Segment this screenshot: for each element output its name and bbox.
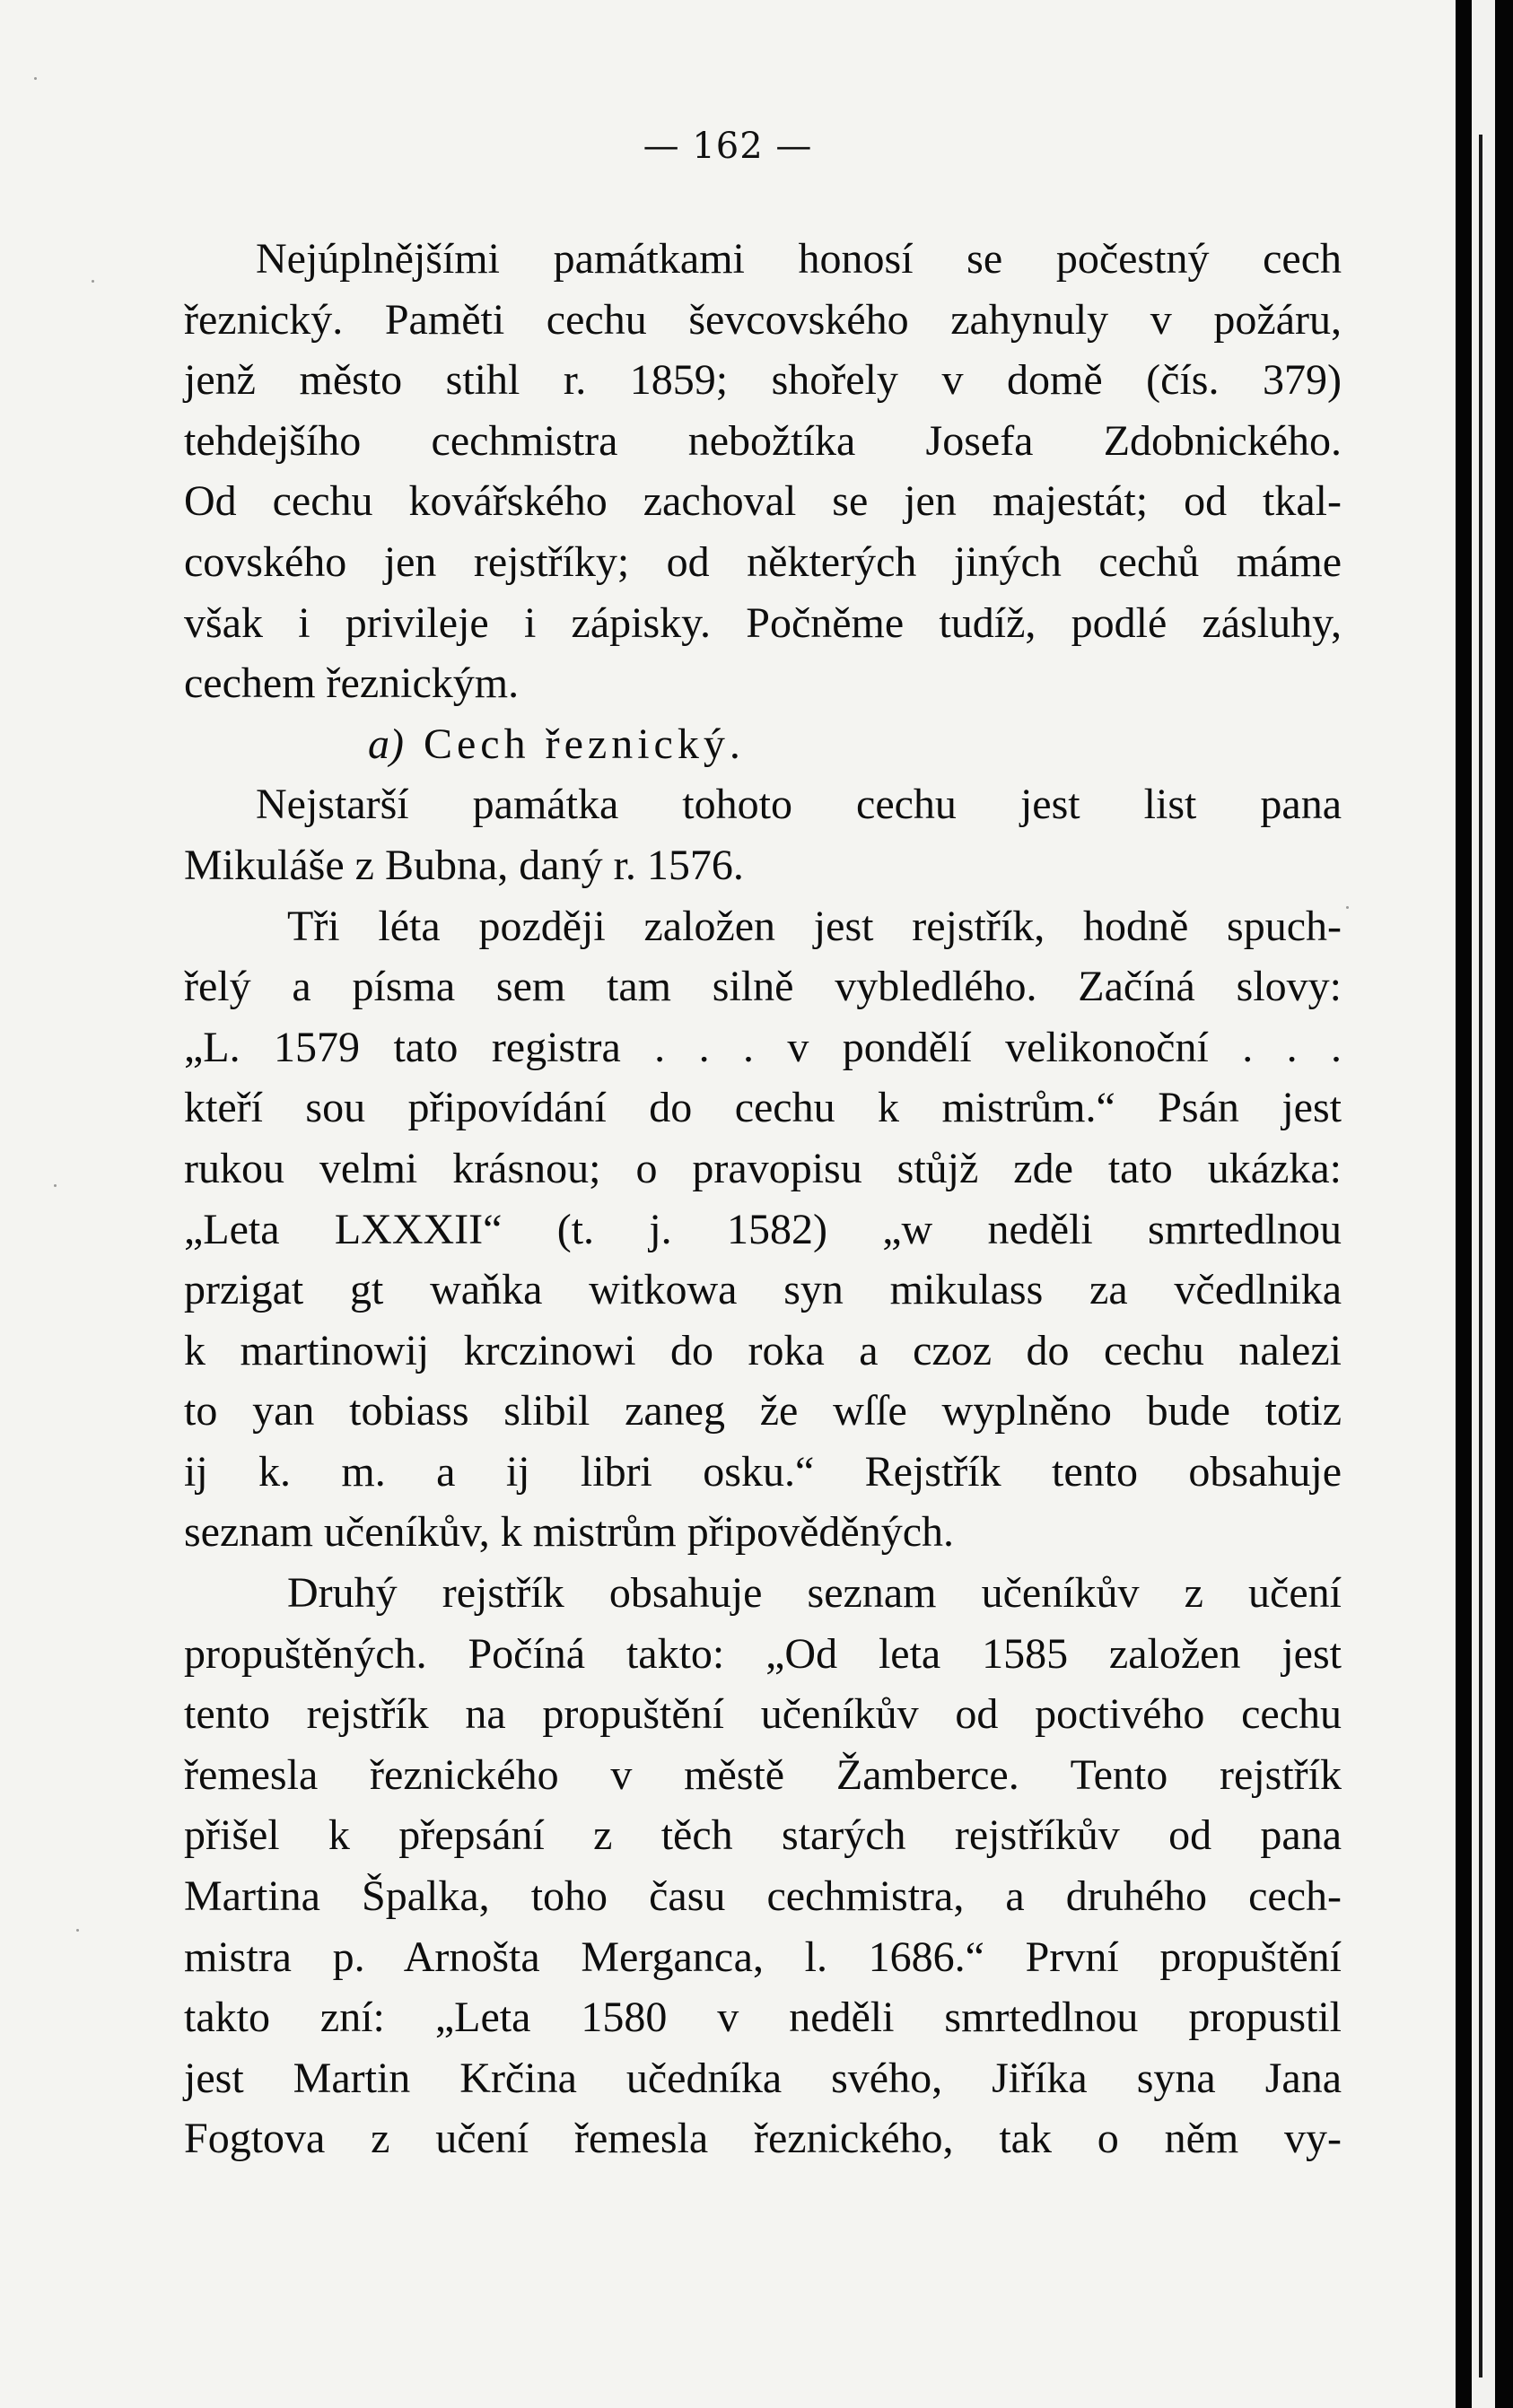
- text-line: mistra p. Arnošta Merganса, l. 1686.“ První propuštění: [184, 1933, 1342, 1981]
- paper-speck: [92, 280, 94, 283]
- text-line: Mikuláše z Bubna, daný r. 1576.: [184, 841, 744, 889]
- text-line: „L. 1579 tato registra . . . v pondělí velikonoční . . .: [184, 1023, 1342, 1071]
- text-line: covského jen rejstříky; od některých jiných cechů máme: [184, 537, 1342, 586]
- text-line: Od cechu kovářského zachoval se jen majestát; od tkal-: [184, 477, 1342, 526]
- text-line: seznam učeníkův, k mistrům připověděných.: [184, 1508, 954, 1557]
- text-line: propuštěných. Počíná takto: „Od leta 1585 založen jest: [184, 1629, 1342, 1678]
- page-gutter-line: [1479, 135, 1482, 2377]
- section-heading: [184, 714, 1342, 775]
- text-line: cechem řeznickým.: [184, 659, 520, 708]
- text-line: Martina Špalka, toho času cechmistra, a druhého cech-: [184, 1872, 1342, 1921]
- text-line: rukou velmi krásnou; o pravopisu stůjž zde tato ukázka:: [184, 1144, 1342, 1192]
- text-line: takto zní: „Leta 1580 v neděli smrtedlnou propustil: [184, 1994, 1342, 2042]
- text-line: řemesla řeznického v městě Žamberce. Tento rejstřík: [184, 1750, 1342, 1799]
- text-line: Druhý rejstřík obsahuje seznam učeníkův z učení: [287, 1569, 1342, 1618]
- paper-speck: [54, 1184, 57, 1187]
- text-line: „Leta LXXXII“ (t. j. 1582) „w neděli smrtedlnou: [184, 1205, 1342, 1253]
- text-line: k martinowij krczinowi do roka a czoz do cechu nalezi: [184, 1326, 1342, 1374]
- text-line: przigat gt waňka witkowa syn mikulass za včedlnika: [184, 1266, 1342, 1314]
- text-line: přišel k přepsání z těch starých rejstříkův od pana: [184, 1811, 1342, 1860]
- text-line: Nejstarší památka tohoto cechu jest list pana: [256, 781, 1342, 829]
- text-line: řeznický. Paměti cechu ševcovského zahynuly v požáru,: [184, 295, 1342, 344]
- text-line: tento rejstřík na propuštění učeníkův od poctivého cechu: [184, 1690, 1342, 1739]
- text-line: však i privileje i zápisky. Počněme tudíž, podlé zásluhy,: [184, 598, 1342, 647]
- text-line: kteří sou připovídání do cechu k mistrům.“ Psán jest: [184, 1084, 1342, 1132]
- next-page-edge: [1472, 0, 1495, 2408]
- text-line: jenž město stihl r. 1859; shořely v domě (čís. 379): [184, 356, 1342, 405]
- paper-speck: [76, 1929, 79, 1932]
- text-line: ij k. m. a ij libri osku.“ Rejstřík tento obsahuje: [184, 1447, 1342, 1496]
- section-title: Cech řeznický.: [423, 720, 745, 768]
- body-text: [184, 229, 1342, 2169]
- text-line: jest Martin Krčina učedníka svého, Jiříka syna Jana: [184, 2054, 1342, 2102]
- text-line: řelý a písma sem tam silně vybledlého. Začíná slovy:: [184, 963, 1342, 1011]
- text-line: Nejúplnějšími památkami honosí se počestný cech: [256, 235, 1342, 283]
- page-number: — 162 —: [643, 126, 813, 167]
- text-line: tehdejšího cechmistra nebožtíka Josefa Zdobnického.: [184, 416, 1342, 465]
- section-marker: a): [368, 720, 404, 768]
- text-line: to yan tobiass slibil zaneg že wſſe wyplněno bude totiz: [184, 1387, 1342, 1435]
- text-line: Fogtova z učení řemesla řeznického, tak o něm vy-: [184, 2115, 1342, 2163]
- text-line: Tři léta později založen jest rejstřík, hodně spuch-: [287, 902, 1342, 950]
- paper-speck: [34, 77, 37, 80]
- paper-speck: [1346, 906, 1349, 909]
